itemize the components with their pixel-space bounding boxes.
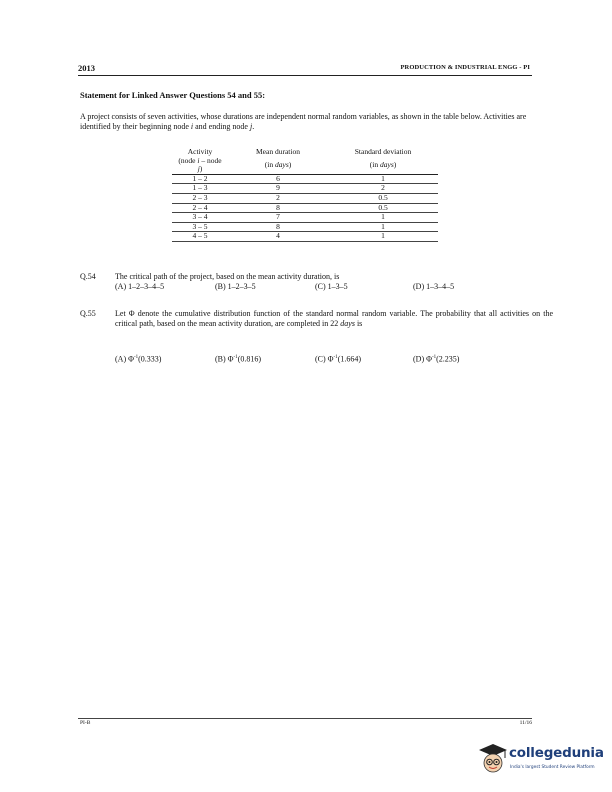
table-row [172,213,438,223]
table-row [172,174,438,184]
col-header-mean-sub: (in days) [228,157,328,175]
col-header-activity: Activity [187,147,213,156]
question-text: The critical path of the project, based on the mean activity duration, is [115,272,340,281]
logo-tagline: India's largest Student Review Platform [510,765,595,770]
option-c[interactable]: (C) 1–3–5 [315,282,348,291]
option-d[interactable]: (D) 1–3–4–5 [413,282,455,291]
option-b[interactable]: (B) 1–2–3–5 [215,282,256,291]
table-row [172,222,438,232]
activity-table [172,148,438,242]
cell-sd: 1 [328,232,438,242]
option-a[interactable]: (A) 1–2–3–4–5 [115,282,165,291]
logo-wordmark: collegedunia [509,745,604,761]
cell-mean: 6 [228,174,328,184]
question-number: Q.55 [80,309,96,318]
option-d[interactable]: (D) $\Phi^{-1}(2.235)$ [413,354,460,364]
col-header-sd-sub: (in days) [328,157,438,175]
table-row [172,203,438,213]
cell-sd: 1 [328,222,438,232]
question-number: Q.54 [80,272,96,281]
cell-sd: 1 [328,174,438,184]
cell-activity: 3 – 4 [172,213,228,223]
option-b[interactable]: (B) $\Phi^{-1}(0.816)$ [215,354,262,364]
cell-activity: 2 – 4 [172,203,228,213]
header-divider [78,75,532,76]
table-row [172,232,438,242]
cell-mean: 8 [228,203,328,213]
col-header-sd: Standard deviation [354,147,412,156]
cell-sd: 0.5 [328,203,438,213]
page-number: 11/16 [519,720,532,726]
cell-mean: 8 [228,222,328,232]
header-subject: PRODUCTION & INDUSTRIAL ENGG - PI [400,64,530,71]
option-a[interactable]: (A) $\Phi^{-1}(0.333)$ [115,354,162,364]
graduate-mascot-icon [476,741,510,777]
cell-mean: 2 [228,193,328,203]
cell-mean: 7 [228,213,328,223]
col-header-mean: Mean duration [256,147,300,156]
footer-code: PI-B [80,720,91,726]
cell-activity: 1 – 2 [172,174,228,184]
cell-activity: 1 – 3 [172,184,228,194]
cell-activity: 3 – 5 [172,222,228,232]
cell-sd: 2 [328,184,438,194]
cell-mean: 9 [228,184,328,194]
cell-mean: 4 [228,232,328,242]
table-row [172,184,438,194]
cell-activity: 4 – 5 [172,232,228,242]
cell-sd: 1 [328,213,438,223]
header-year: 2013 [78,63,95,73]
col-header-activity-sub: (node i – node j) [172,157,228,175]
option-c[interactable]: (C) $\Phi^{-1}(1.664)$ [315,354,362,364]
collegedunia-logo [476,741,606,781]
statement-title: Statement for Linked Answer Questions 54 and 55: [80,90,266,100]
cell-sd: 0.5 [328,193,438,203]
cell-activity: 2 – 3 [172,193,228,203]
footer-divider [78,718,532,719]
table-row [172,193,438,203]
table-header-row-units [172,157,438,175]
intro-paragraph: A project consists of seven activities, whose durations are independent normal random variables, as shown in the table below. Activities are identified by their beginning node i and ending node j. [80,112,527,131]
question-text: Let Φ denote the cumulative distribution function of the standard normal random variable. The probability that all activities on the critical path, based on the mean activity duration, are completed in 22 days is [115,309,553,328]
